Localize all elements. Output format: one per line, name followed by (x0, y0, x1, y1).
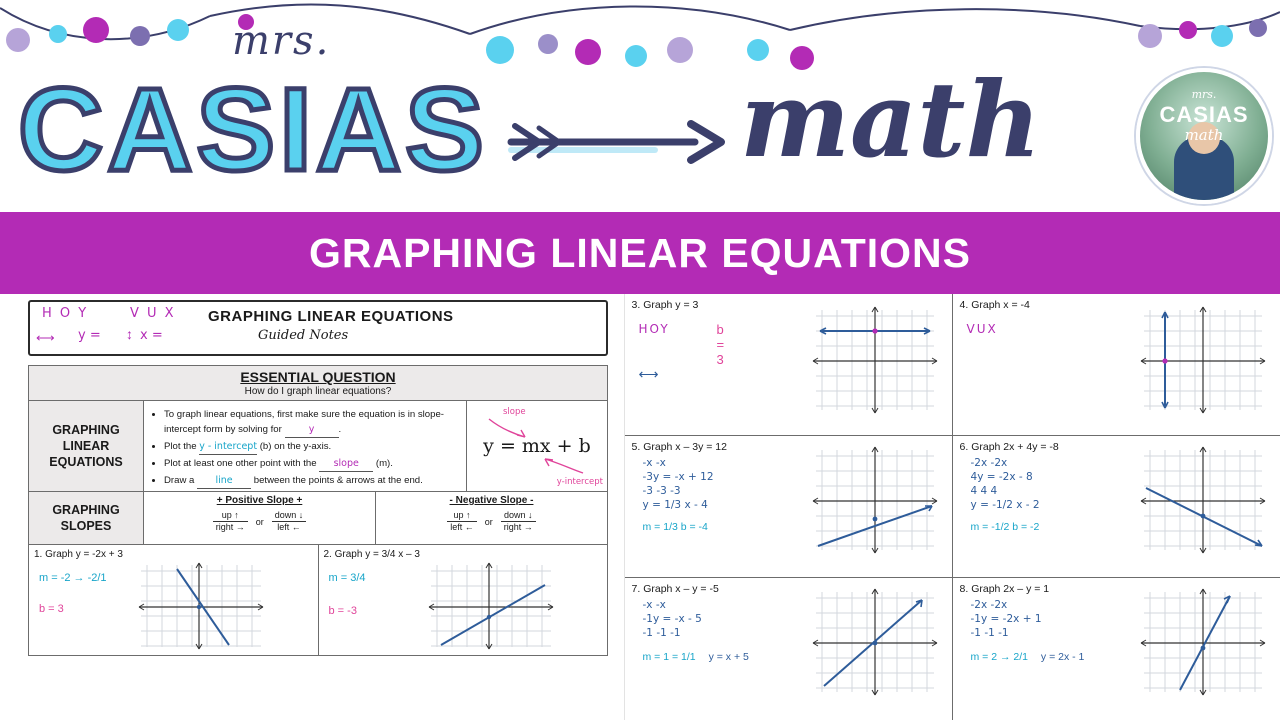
problem-2-header: 2. Graph y = 3/4 x – 3 (323, 549, 420, 560)
problem-5-work-0: -x -x (642, 457, 666, 469)
positive-slope-block (144, 492, 375, 544)
title-bar (0, 212, 1280, 294)
fraction: $\frac{up ↑}{\text{right →}}$ (213, 510, 248, 533)
section2-label: GRAPHING SLOPES (29, 492, 144, 544)
logo-line2: CASIAS (1159, 102, 1249, 127)
horizontal-arrow-icon: ⟷ (638, 366, 659, 382)
problem-7-work-4: m = 1 = 1/1 (642, 651, 696, 663)
problem-3-graph (810, 304, 940, 416)
or-label: or (484, 516, 493, 527)
problem-8-work-2: -1 -1 -1 (970, 627, 1009, 639)
problem-7-work-2: -1 -1 -1 (642, 627, 681, 639)
vertical-arrow-icon: ↕ (126, 326, 133, 342)
brand-mrs: mrs. (232, 18, 331, 64)
handwriting-vux: V U X (130, 306, 176, 321)
problem-8 (953, 578, 1280, 720)
problem-1 (29, 545, 318, 655)
problem-6-work-3: y = -1/2 x - 2 (970, 499, 1040, 511)
problems-grid (625, 294, 1280, 720)
problem-6-header: 6. Graph 2x + 4y = -8 (959, 441, 1059, 453)
problem-6-work-4: m = -1/2 b = -2 (970, 521, 1040, 533)
problem-6 (953, 436, 1280, 578)
slope-intercept-formula-box (466, 401, 607, 491)
problem-8-work-4: m = 2 → 2/1 (970, 651, 1028, 663)
label-y-intercept: y-intercept (556, 477, 603, 487)
worksheet-right (625, 294, 1280, 720)
problem-2-work-0: m = 3/4 (328, 572, 366, 584)
problem-2 (318, 545, 608, 655)
or-label: or (255, 516, 264, 527)
problem-5-graph (810, 444, 940, 556)
brand-header (0, 0, 1280, 212)
essential-question-label: ESSENTIAL QUESTION (240, 369, 396, 385)
problem-4-header: 4. Graph x = -4 (959, 299, 1030, 311)
problem-8-work-3: y = 2x - 1 (1040, 651, 1085, 663)
problem-3-work-1: b = 3 (716, 322, 725, 367)
slope-pointer-icon (485, 417, 545, 443)
arrow-right-icon (505, 112, 730, 168)
guided-notes (28, 300, 608, 656)
problem-3-header: 3. Graph y = 3 (631, 299, 699, 311)
problem-5-header: 5. Graph x – 3y = 12 (631, 441, 727, 453)
notes-subtitle: Guided Notes (258, 328, 349, 343)
problem-6-work-1: 4y = -2x - 8 (970, 471, 1033, 483)
section-graphing-linear-equations (28, 401, 608, 492)
problem-1-work-1: b = 3 (39, 603, 64, 615)
section1-bullets (144, 401, 466, 491)
blank-answer: line (197, 473, 251, 489)
problem-2-graph (427, 561, 557, 651)
logo-line3: math (1184, 126, 1224, 144)
logo-line1: mrs. (1191, 88, 1217, 101)
brand-math: math (740, 58, 1042, 181)
handwriting-y-equals: y = (78, 328, 101, 343)
brand-logo-avatar (1136, 68, 1272, 204)
problem-6-graph (1138, 444, 1268, 556)
blank-answer: slope (319, 456, 373, 472)
blank-answer: y - intercept (199, 439, 257, 455)
worksheet-area (0, 294, 1280, 720)
problem-2-work-1: b = -3 (328, 605, 357, 617)
positive-slope-title: + Positive Slope + (216, 495, 303, 506)
handwriting-x-equals: x = (140, 328, 163, 343)
section-graphing-slopes (28, 492, 608, 545)
problem-8-work-1: -1y = -2x + 1 (970, 613, 1042, 625)
problems-1-2-row (28, 545, 608, 656)
problem-7-work-0: -x -x (642, 599, 666, 611)
problem-7-work-3: y = x + 5 (708, 651, 749, 663)
problem-8-work-0: -2x -2x (970, 599, 1008, 611)
list-item: • To graph linear equations, first make sure the equation is in slope-intercept form by solving for y . (164, 407, 458, 438)
problem-5-work-3: y = 1/3 x - 4 (642, 499, 708, 511)
blank-answer: y (285, 422, 339, 438)
horizontal-arrow-icon: ⟷ (36, 330, 55, 345)
negative-slope-block (375, 492, 607, 544)
problem-6-work-2: 4 4 4 (970, 485, 998, 497)
formula-y-mx-b: y = mx + b (483, 435, 591, 457)
problem-3-work-0: HOY (638, 322, 670, 336)
fraction: $\frac{\text{down ↓}}{\text{left ←}}$ (272, 510, 307, 533)
yintercept-pointer-icon (535, 455, 587, 477)
problem-4-graph (1138, 304, 1268, 416)
problem-5-work-2: -3 -3 -3 (642, 485, 681, 497)
problem-1-header: 1. Graph y = -2x + 3 (34, 549, 123, 560)
problem-7-graph (810, 586, 940, 698)
problem-5 (625, 436, 953, 578)
worksheet-left (0, 294, 625, 720)
essential-question-box (28, 365, 608, 401)
problem-1-graph (137, 561, 267, 651)
problem-8-header: 8. Graph 2x – y = 1 (959, 583, 1050, 595)
notes-title: GRAPHING LINEAR EQUATIONS (208, 308, 454, 325)
problem-7 (625, 578, 953, 720)
fraction: $\frac{up ↑}{\text{left ←}}$ (447, 510, 477, 533)
problem-4 (953, 294, 1280, 436)
notes-header-box (28, 300, 608, 356)
page-title: GRAPHING LINEAR EQUATIONS (308, 229, 972, 276)
problem-4-work-0: VUX (966, 322, 998, 336)
brand-casias: CASIAS (18, 64, 488, 196)
handwriting-hoy: H O Y (42, 306, 89, 321)
problem-5-work-1: -3y = -x + 12 (642, 471, 714, 483)
problem-3 (625, 294, 953, 436)
essential-question-text: How do I graph linear equations? (244, 386, 392, 397)
list-item: • Plot at least one other point with the slope (m). (164, 456, 458, 472)
problem-6-work-0: -2x -2x (970, 457, 1008, 469)
negative-slope-title: - Negative Slope - (449, 495, 534, 506)
problem-7-work-1: -1y = -x - 5 (642, 613, 702, 625)
list-item: • Draw a line between the points & arrows at the end. (164, 473, 458, 489)
fraction: $\frac{\text{down ↓}}{\text{right →}}$ (501, 510, 536, 533)
list-item: • Plot the y - intercept (b) on the y-axis. (164, 439, 458, 455)
label-slope: slope (503, 407, 526, 417)
problem-7-header: 7. Graph x – y = -5 (631, 583, 719, 595)
problem-8-graph (1138, 586, 1268, 698)
problem-5-work-4: m = 1/3 b = -4 (642, 521, 708, 533)
section1-label: GRAPHING LINEAR EQUATIONS (29, 401, 144, 491)
problem-1-work-0: m = -2 → -2/1 (39, 572, 107, 584)
